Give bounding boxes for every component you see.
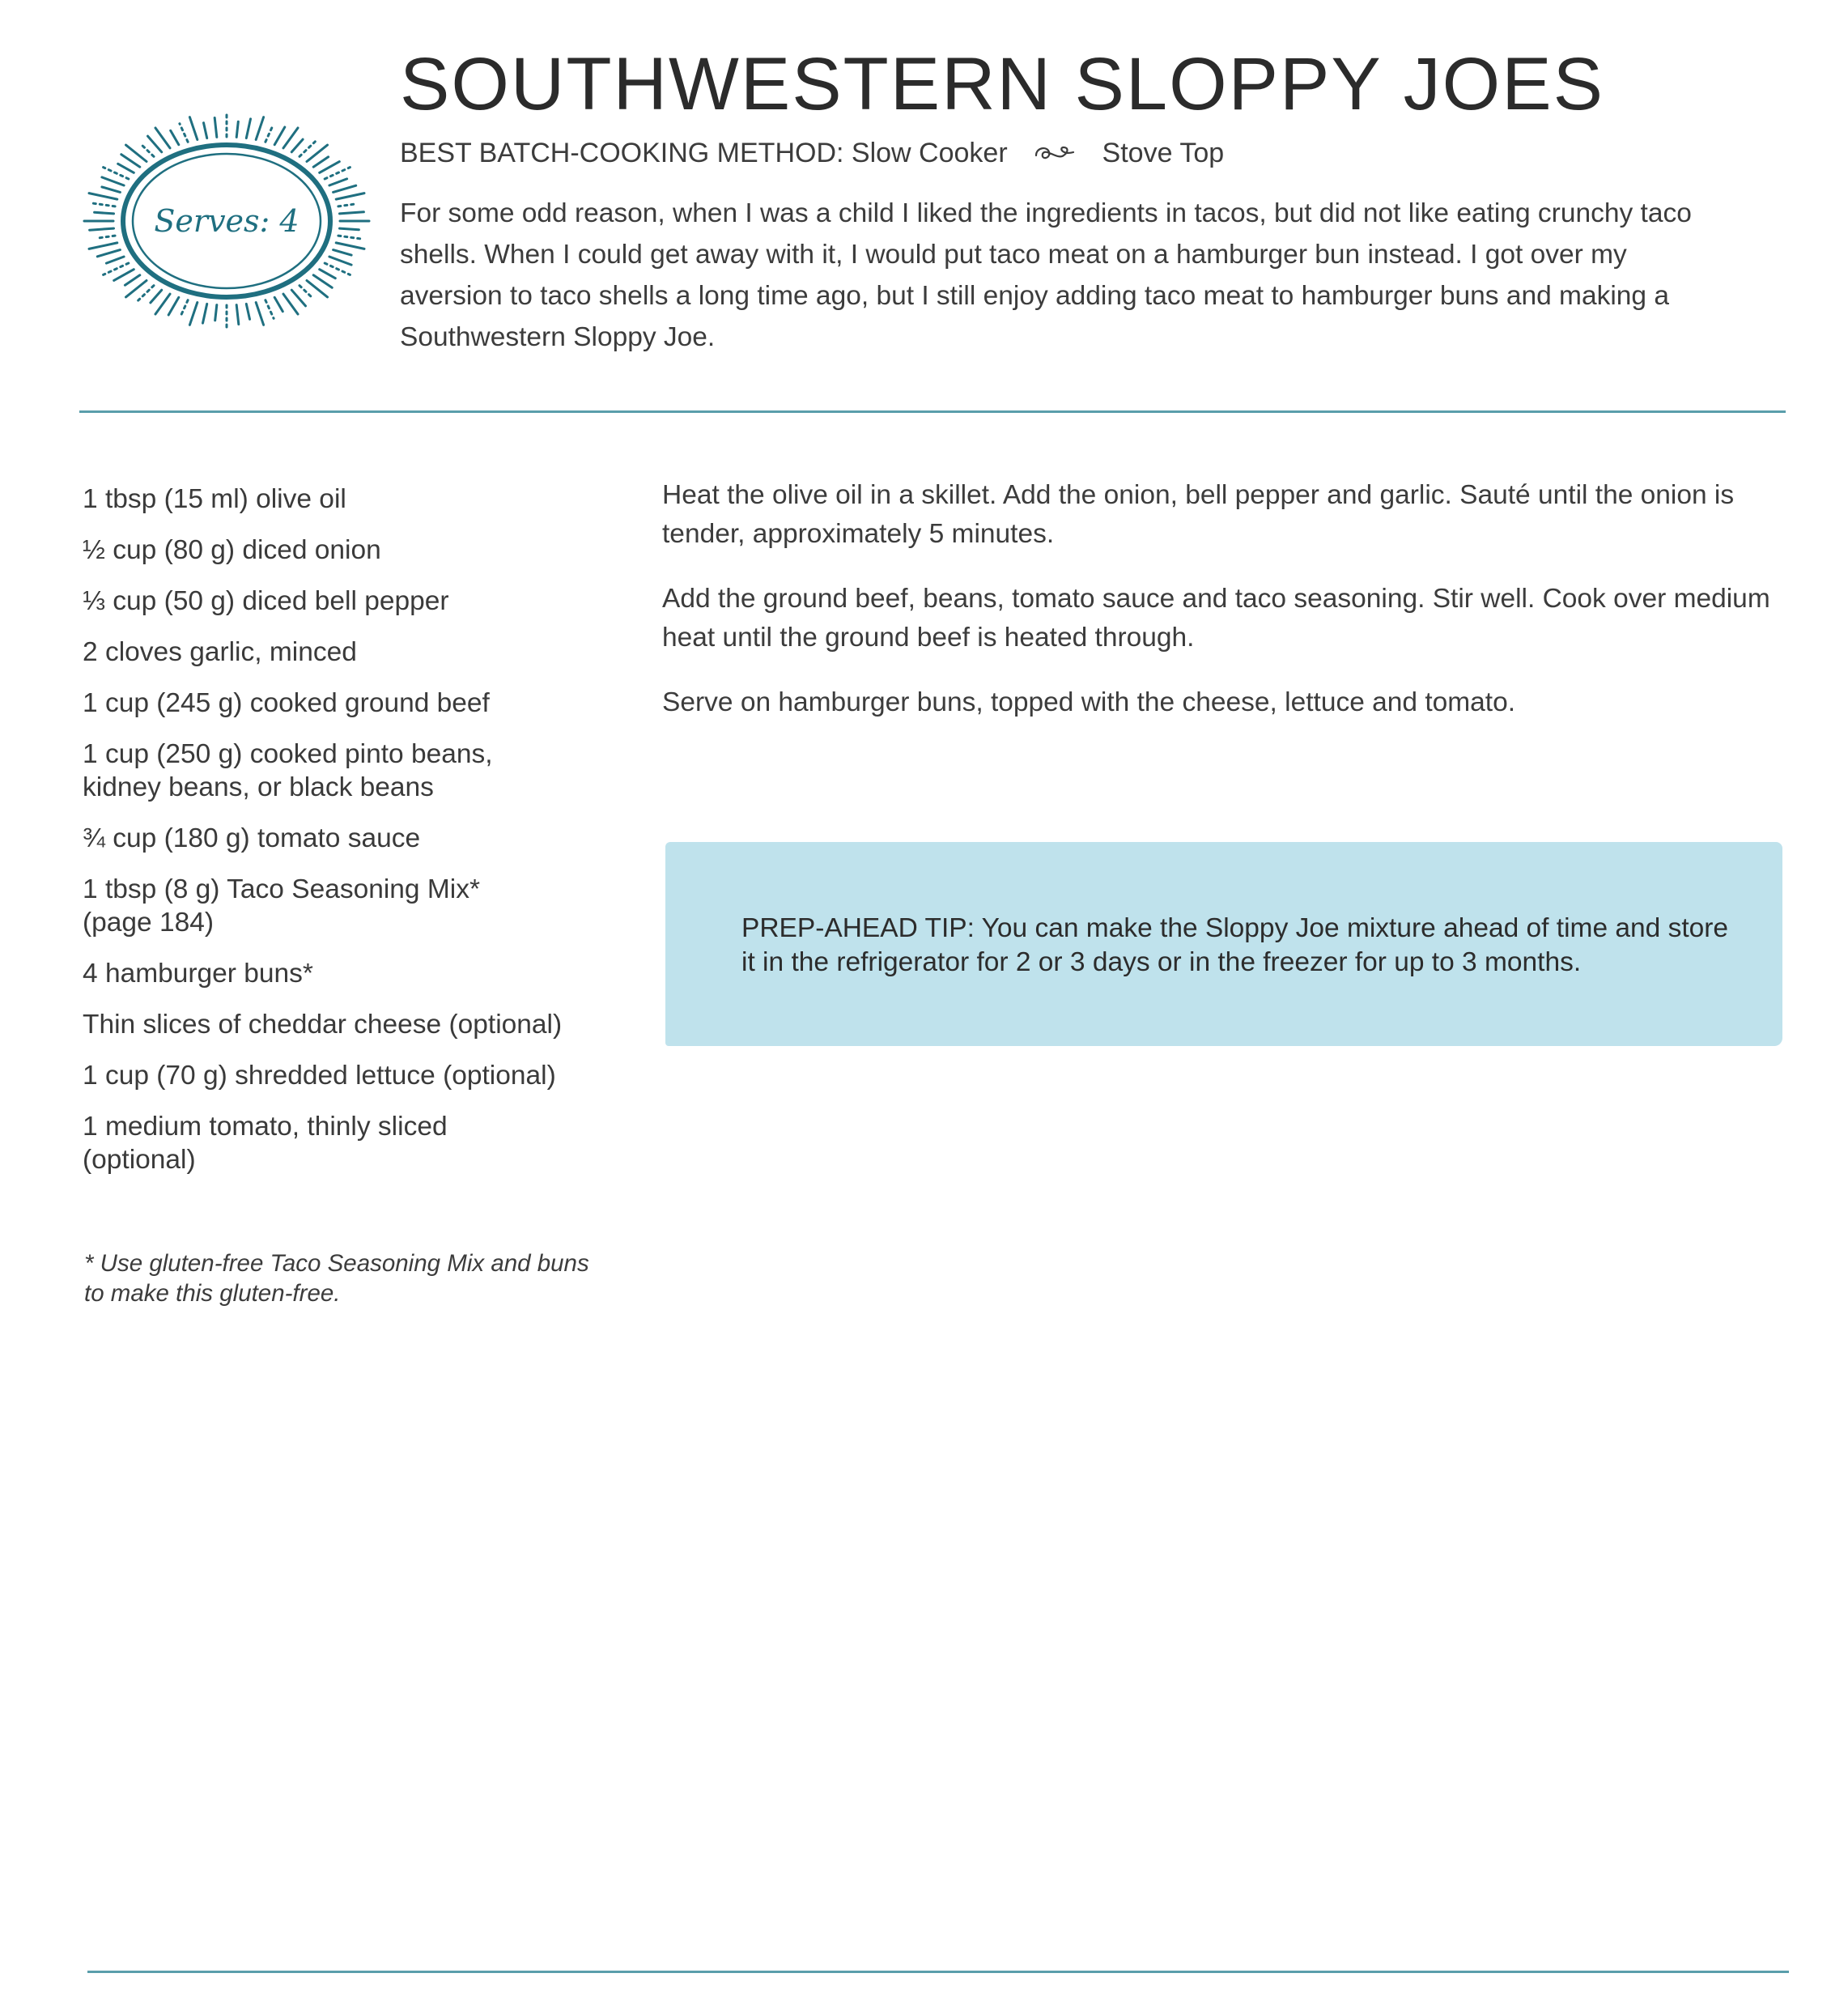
badge-ray bbox=[95, 212, 114, 214]
badge-ray bbox=[90, 228, 114, 230]
badge-ray bbox=[91, 203, 116, 206]
badge-ray bbox=[333, 185, 356, 192]
direction-step: Add the ground beef, beans, tomato sauce and taco seasoning. Stir well. Cook over medium heat until the ground beef is heated through. bbox=[662, 584, 1770, 653]
recipe-title: SOUTHWESTERN SLOPPY JOES bbox=[400, 43, 1604, 125]
badge-ray bbox=[336, 193, 364, 200]
badge-ray bbox=[180, 124, 188, 142]
ingredient-item: 1 tbsp (8 g) Taco Seasoning Mix* (page 184) bbox=[83, 874, 480, 938]
prep-ahead-tip-box bbox=[665, 842, 1782, 1046]
badge-ray bbox=[283, 128, 298, 148]
badge-ray bbox=[96, 236, 116, 238]
badge-ray bbox=[266, 127, 272, 142]
footnote: * Use gluten-free Taco Seasoning Mix and buns to make this gluten-free. bbox=[84, 1250, 589, 1307]
directions bbox=[662, 476, 1787, 748]
badge-ray bbox=[291, 290, 305, 306]
badge-ray bbox=[104, 168, 129, 179]
swirl-icon bbox=[1033, 139, 1077, 171]
badge-ray bbox=[320, 162, 340, 173]
badge-ray bbox=[106, 257, 124, 263]
badge-ray bbox=[300, 286, 312, 298]
badge-ray bbox=[125, 275, 139, 285]
bottom-divider bbox=[87, 1971, 1789, 1973]
badge-ray bbox=[320, 270, 336, 279]
badge-ray bbox=[89, 193, 117, 200]
badge-ray bbox=[338, 236, 363, 239]
badge-ray bbox=[340, 228, 359, 230]
badge-ray bbox=[236, 305, 239, 325]
intro-paragraph: For some odd reason, when I was a child I liked the ingredients in tacos, but did not like eating crunchy taco shells. When I could get away with it, I would put taco meat on a hamburger bun instead. I got over my aversion to taco shells a long time ago, but I still enjoy adding taco meat to hamburger buns and making a Southwestern Sloppy Joe. bbox=[400, 198, 1692, 352]
badge-ray bbox=[266, 300, 274, 319]
badge-ray bbox=[142, 145, 154, 157]
serves-label: Serves: 4 bbox=[154, 203, 300, 239]
badge-ray bbox=[148, 136, 162, 152]
badge-ray bbox=[274, 127, 285, 145]
cooking-method bbox=[400, 138, 1224, 171]
badge-ray bbox=[121, 155, 140, 168]
badge-ray bbox=[102, 177, 124, 185]
badge-ray bbox=[256, 117, 263, 140]
badge-ray bbox=[102, 187, 120, 193]
ingredient-item: 1 tbsp (15 ml) olive oil bbox=[83, 484, 346, 514]
badge-ray bbox=[246, 304, 249, 319]
badge-ray bbox=[189, 117, 197, 140]
badge-ray bbox=[114, 270, 134, 281]
badge-ray bbox=[283, 294, 298, 314]
badge-ray bbox=[89, 243, 117, 249]
badge-ray bbox=[215, 305, 217, 321]
badge-ray bbox=[313, 275, 332, 288]
ingredient-item: 1 cup (70 g) shredded lettuce (optional) bbox=[83, 1061, 556, 1091]
ingredient-item: 4 hamburger buns* bbox=[83, 959, 313, 989]
badge-ray bbox=[246, 119, 250, 138]
badge-ray bbox=[236, 121, 238, 137]
badge-ray bbox=[300, 142, 315, 156]
badge-ray bbox=[189, 303, 197, 325]
badge-ray bbox=[329, 257, 351, 265]
ingredient-item: 1 cup (245 g) cooked ground beef bbox=[83, 688, 490, 718]
direction-step: Heat the olive oil in a skillet. Add the onion, bell pepper and garlic. Sauté until the onion is tender, approximately 5 minutes. bbox=[662, 480, 1735, 549]
badge-ray bbox=[333, 250, 352, 256]
top-divider bbox=[79, 410, 1786, 413]
direction-step: Serve on hamburger buns, topped with the cheese, lettuce and tomato. bbox=[662, 687, 1516, 717]
badge-ray bbox=[171, 130, 179, 144]
ingredient-item: 1 medium tomato, thinly sliced (optional) bbox=[83, 1112, 448, 1175]
sunburst-badge-icon bbox=[74, 104, 379, 338]
method-alt: Stove Top bbox=[1102, 138, 1225, 168]
badge-ray bbox=[256, 303, 263, 325]
badge-ray bbox=[203, 304, 207, 323]
badge-ray bbox=[336, 243, 364, 249]
badge-ray bbox=[329, 179, 347, 185]
badge-ray bbox=[155, 294, 170, 314]
ingredient-item: 2 cloves garlic, minced bbox=[83, 637, 357, 667]
badge-ray bbox=[291, 139, 303, 152]
badge-ray bbox=[181, 300, 188, 315]
badge-ray bbox=[340, 212, 364, 214]
badge-ray bbox=[138, 286, 154, 300]
badge-ray bbox=[118, 164, 134, 172]
ingredient-item: Thin slices of cheddar cheese (optional) bbox=[83, 1010, 563, 1040]
ingredient-item: ⅓ cup (50 g) diced bell pepper bbox=[83, 586, 449, 616]
method-label: BEST BATCH-COOKING METHOD: Slow Cooker bbox=[400, 138, 1008, 168]
badge-ray bbox=[338, 204, 358, 206]
badge-ray bbox=[313, 157, 328, 167]
badge-ray bbox=[97, 250, 120, 257]
badge-ray bbox=[274, 297, 283, 311]
badge-ray bbox=[325, 263, 350, 274]
ingredient-item: ¾ cup (180 g) tomato sauce bbox=[83, 823, 421, 853]
badge-ray bbox=[151, 290, 162, 303]
badge-ray bbox=[215, 118, 217, 138]
ingredient-item: 1 cup (250 g) cooked pinto beans, kidney beans, or black beans bbox=[83, 739, 493, 802]
ingredient-item: ½ cup (80 g) diced onion bbox=[83, 535, 381, 565]
ingredients-list bbox=[83, 483, 633, 1194]
prep-ahead-tip-text: PREP-AHEAD TIP: You can make the Sloppy Joe mixture ahead of time and store it in the refrigerator for 2 or 3 days or in the freezer for up to 3 months. bbox=[741, 913, 1729, 977]
badge-ray bbox=[204, 123, 207, 138]
badge-ray bbox=[155, 128, 170, 148]
badge-ray bbox=[168, 297, 179, 315]
serves-badge bbox=[74, 104, 379, 338]
